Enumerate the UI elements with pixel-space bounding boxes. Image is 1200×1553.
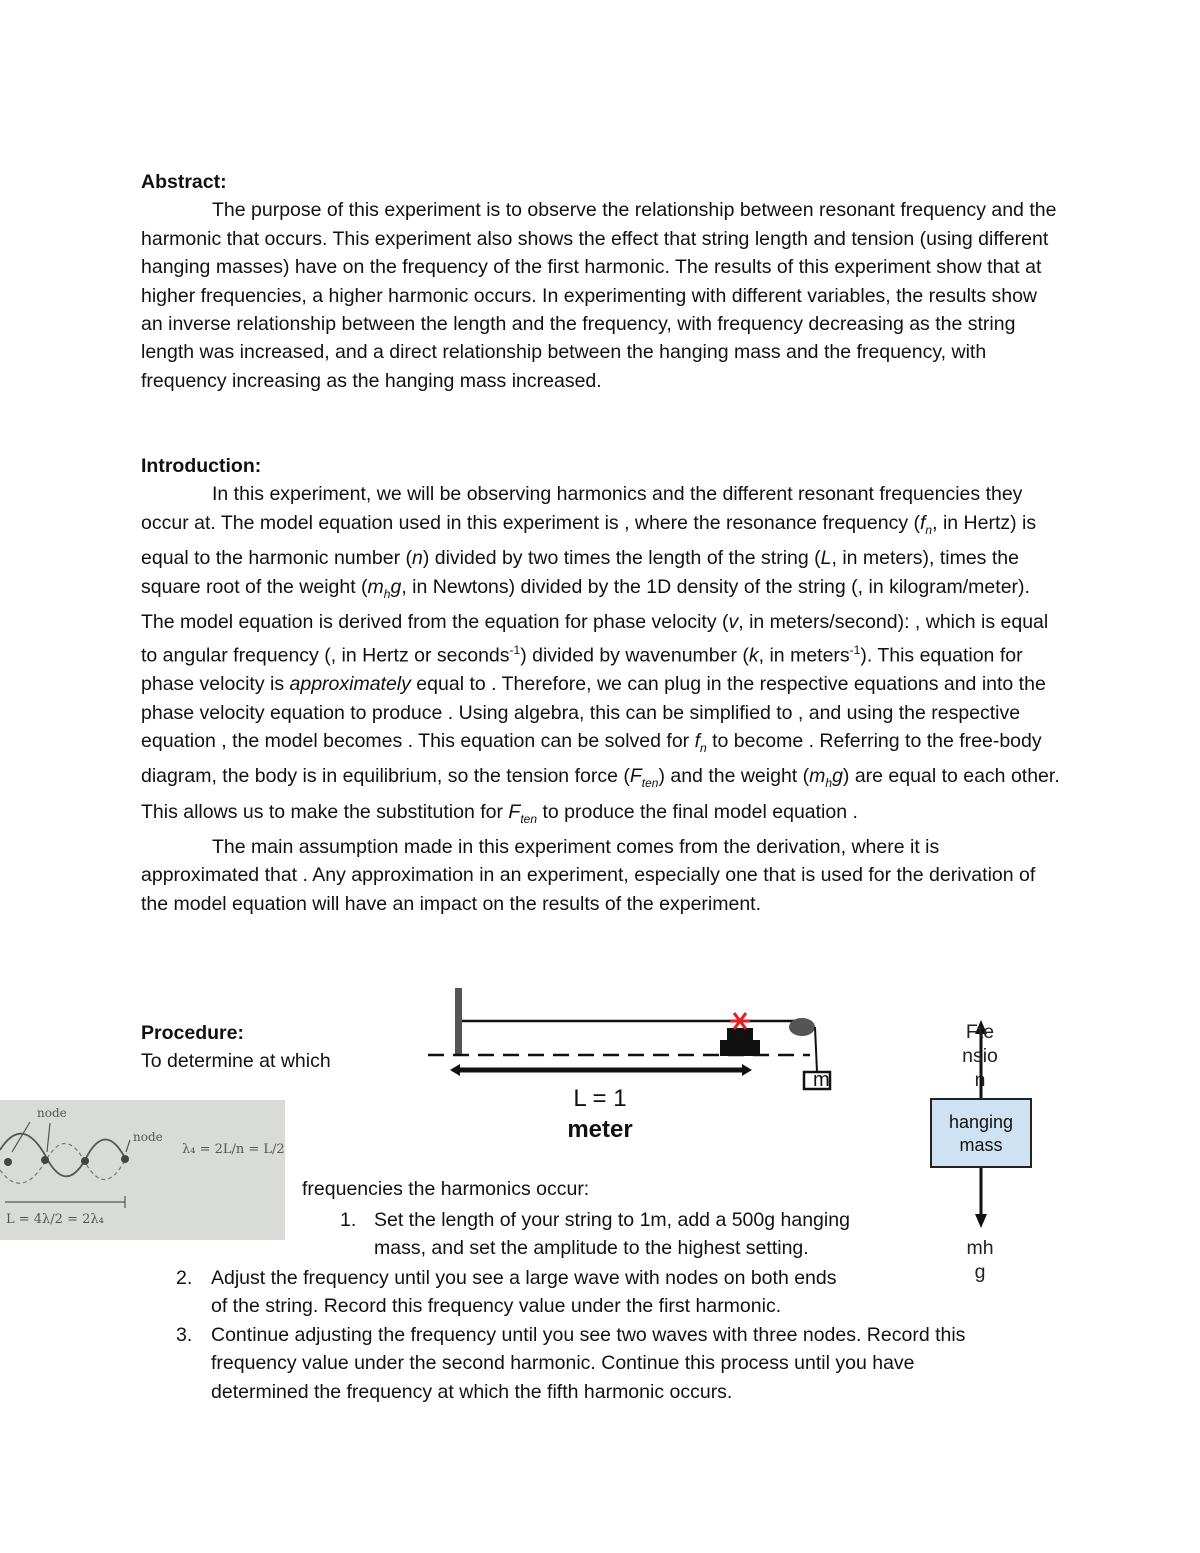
weight-label: mh g [966,1237,994,1283]
abstract-section [141,168,1061,395]
introduction-paragraph-1: In this experiment, we will be observing harmonics and the different resonant frequencies they occur at. The model equation used in this experiment is , where the resonance frequency ($f_n$, in Hertz) is equal to the harmonic number (n) divided by two times the length of the string (L, in meters), times the square root of the weight ($m_hg$, in Newtons) divided by the 1D density of the string (, in kilogram/meter). The model equation is derived from the equation for phase velocity (v, in meters/second): , which is equal to angular frequency (, in Hertz or seconds$^{-1}$) divided by wavenumber (k, in meters$^{-1}$). This equation for phase velocity is approximately equal to . Therefore, we can plug in the respective equations and into the phase velocity equation to produce . Using algebra, this can be simplified to , and using the respective equation , the model becomes . This equation can be solved for $f_n$ to become . Referring to the free-body diagram, the body is in equilibrium, so the tension force $(F_{ten})$ and the weight $(m_hg)$ are equal to each other. This allows us to make the substitution for $F_{ten}$ to produce the final model equation . [141,483,1060,826]
red-marker [730,1013,750,1029]
procedure-heading: Procedure: [141,1022,244,1044]
mass-label: m [813,1069,830,1091]
introduction-section [141,452,1061,918]
hanging-mass-box: hanging mass [930,1098,1032,1168]
abstract-text: The purpose of this experiment is to observe the relationship between resonant frequency and the harmonic that occurs. This experiment also shows the effect that string length and tension (using different hanging masses) have on the frequency of the first harmonic. The results of this experiment show that at higher frequencies, a higher harmonic occurs. In experimenting with different variables, the results show an inverse relationship between the length and the frequency, with frequency decreasing as the string length was increased, and a direct relationship between the hanging mass and the frequency, with frequency increasing as the hanging mass increased. [141,199,1057,392]
vibrator [720,1040,760,1056]
pulley [789,1018,815,1036]
introduction-heading: Introduction: [141,455,262,477]
photo-equation-right: λ₄ = 2L/n = L/2 [182,1142,285,1157]
post [455,988,462,1056]
vibrator-top [727,1028,753,1042]
step-number: 3. [176,1324,193,1346]
step-text: Set the length of your string to 1m, add a 500g hanging mass, and set the amplitude to the highest setting. [374,1209,850,1260]
procedure-continuation: frequencies the harmonics occur: [302,1178,590,1200]
abstract-heading: Abstract: [141,171,227,193]
handwritten-notes-photo [0,1100,285,1240]
photo-node-label-right: node [133,1130,163,1144]
step-number: 1. [340,1209,357,1231]
hanging-string [815,1027,817,1072]
photo-equation-bottom: L = 4λ/2 = 2λ₄ [6,1212,104,1227]
step-number: 2. [176,1267,193,1289]
tension-label: Fte nsio n [962,1021,998,1091]
introduction-paragraph-2: The main assumption made in this experiment comes from the derivation, where it is approximated that . Any approximation in an experiment, especially one that is used for the derivation of the model equation will have an impact on the results of the experiment. [141,835,1036,915]
step-text: Continue adjusting the frequency until you see two waves with three nodes. Record this frequency value under the second harmonic. Continue this process until you have determined the frequency at which the fifth harmonic occurs. [211,1324,966,1403]
length-label: L = 1 meter [567,1085,633,1143]
photo-node-label-left: node [37,1106,67,1120]
procedure-lead: To determine at which [141,1050,331,1072]
step-text: Adjust the frequency until you see a large wave with nodes on both ends of the string. Record this frequency value under the first harmonic. [211,1267,837,1318]
